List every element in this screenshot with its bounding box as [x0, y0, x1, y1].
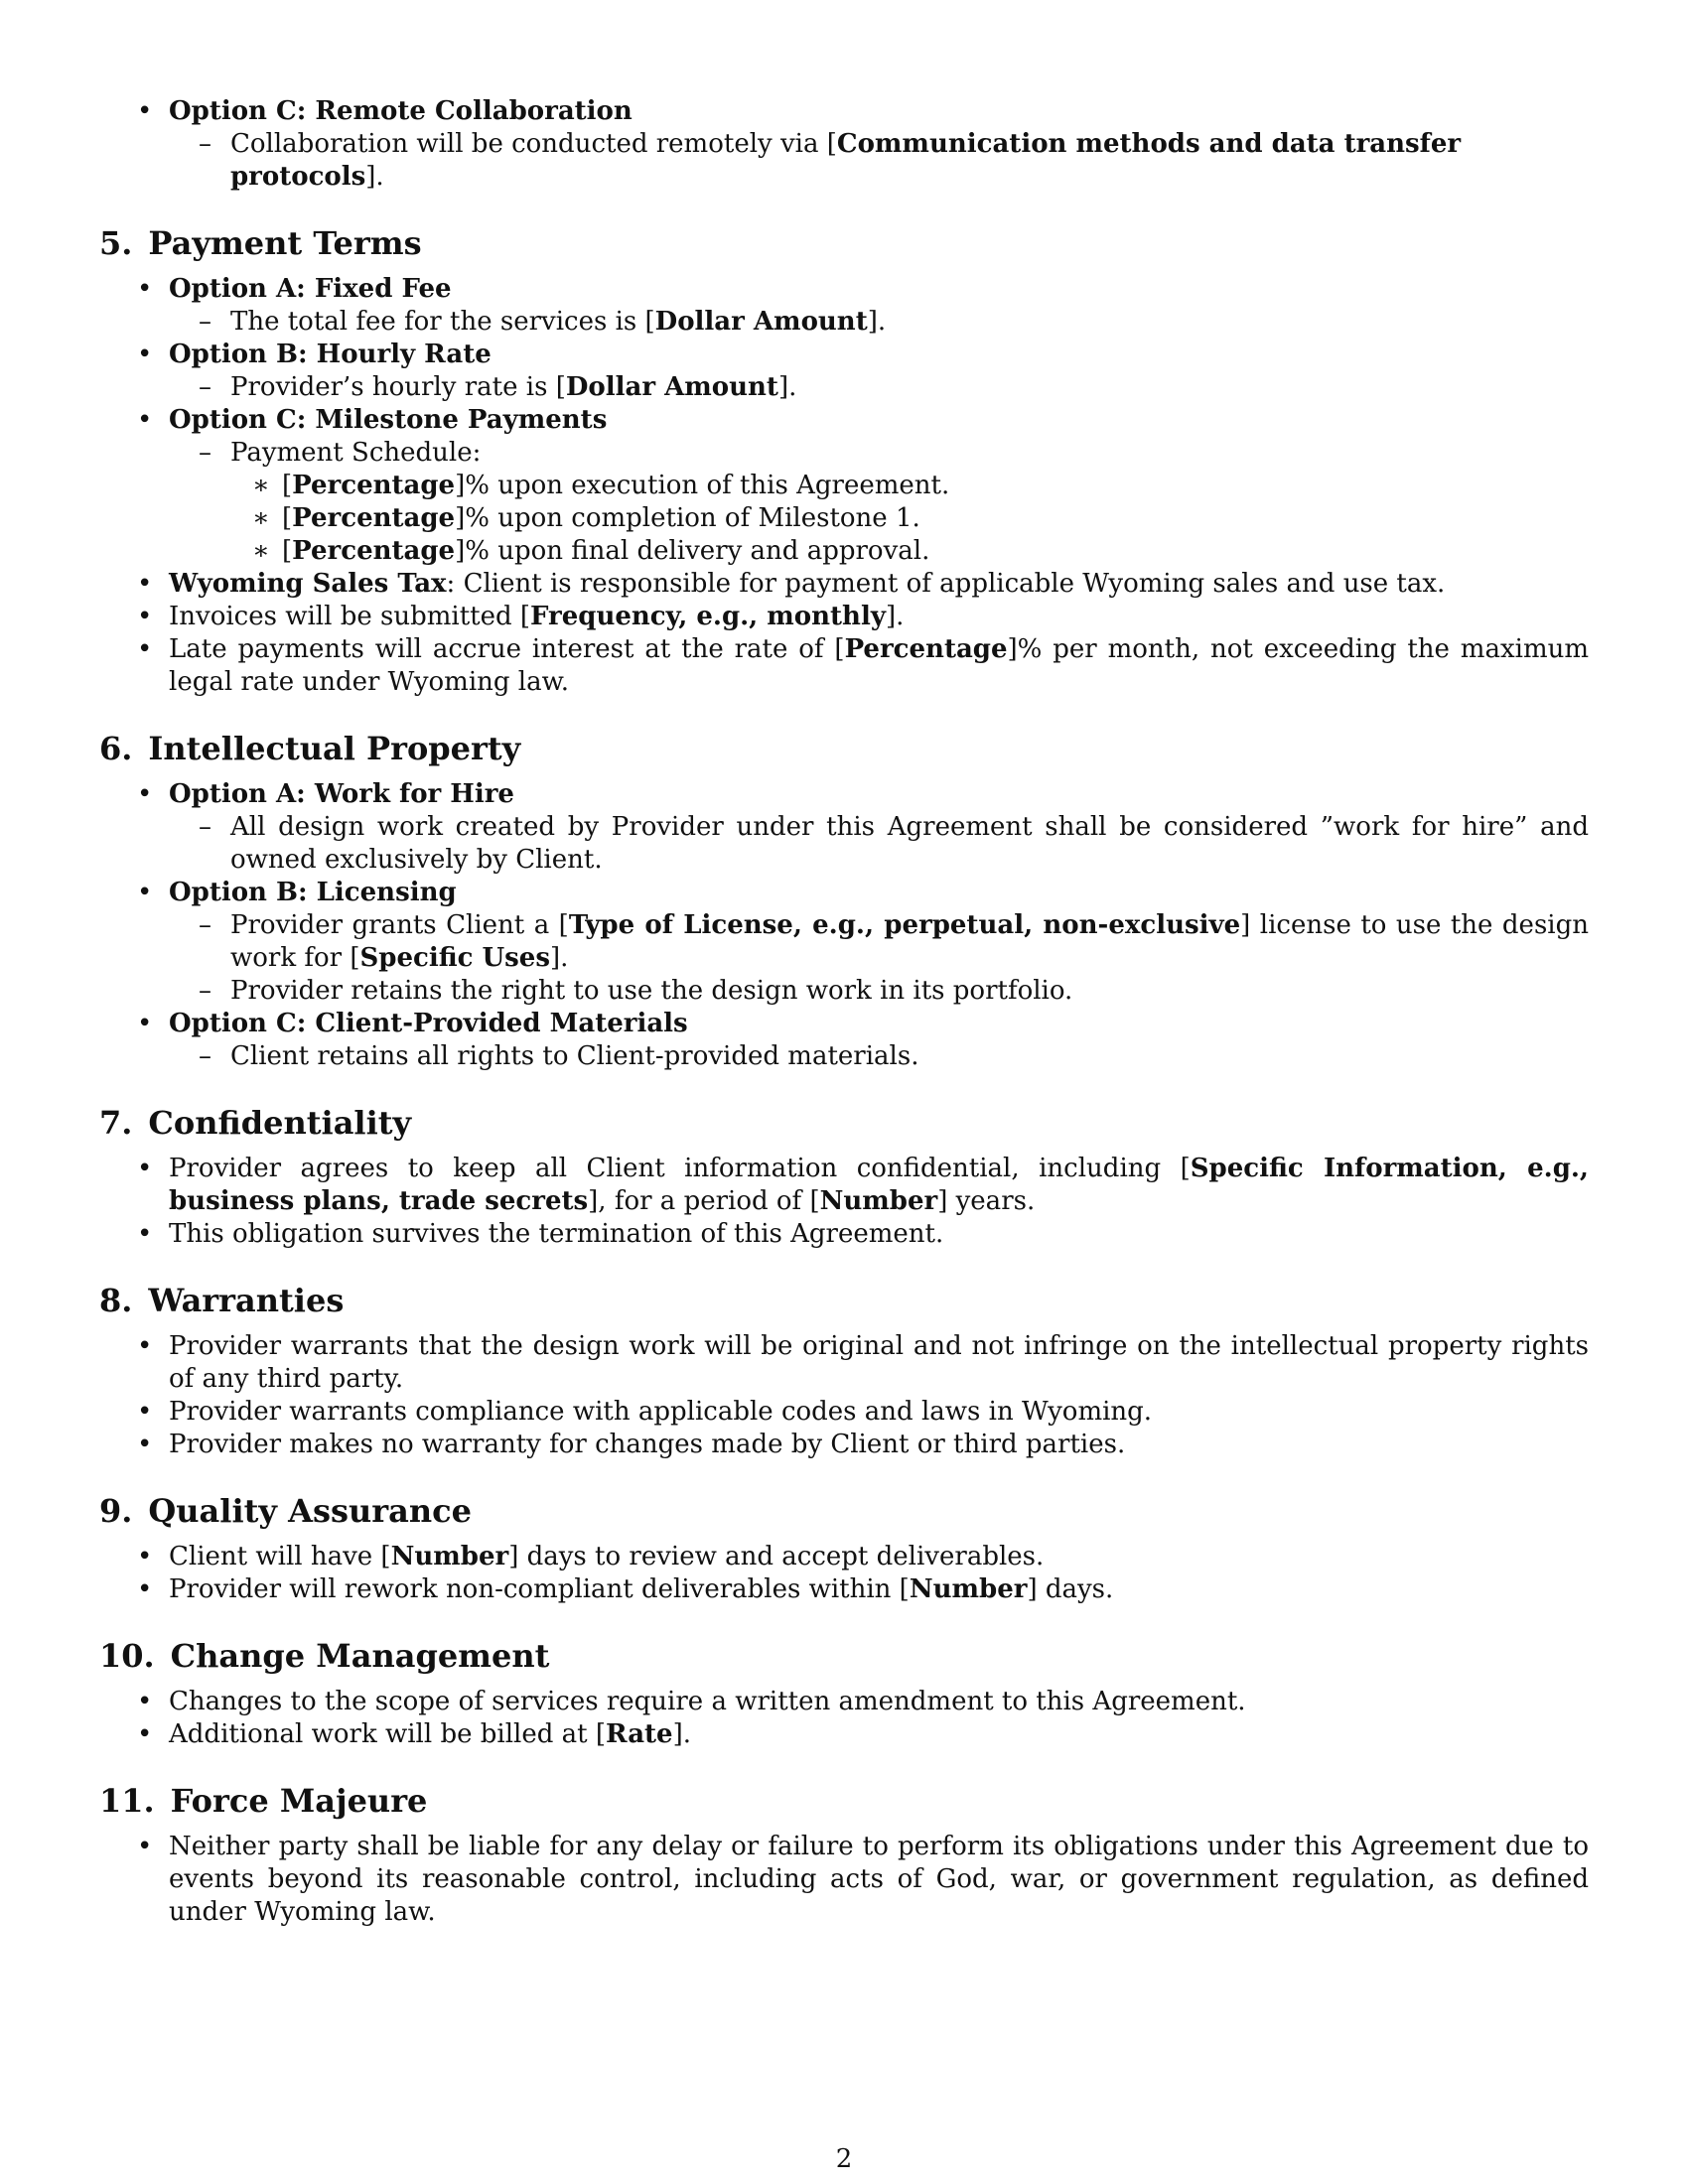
list-item: • Option B: Hourly Rate – Provider’s hourly rate is [Dollar Amount].	[99, 339, 1589, 404]
list-item: – Collaboration will be conducted remotely via [Communication methods and data transfer protocols].	[169, 128, 1589, 194]
list-item: • Provider warrants that the design work will be original and not infringe on the intellectual property rights of any third party.	[99, 1330, 1589, 1396]
section-9-list	[99, 1541, 1589, 1606]
list-item: • Provider will rework non-compliant deliverables within [Number] days.	[99, 1573, 1589, 1606]
list-item: • Option A: Work for Hire – All design work created by Provider under this Agreement shall be considered ”work for hire” and owned exclusively by Client.	[99, 778, 1589, 877]
list-item: • Late payments will accrue interest at the rate of [Percentage]% per month, not exceeding the maximum legal rate under Wyoming law.	[99, 633, 1589, 699]
list-item: • Changes to the scope of services require a written amendment to this Agreement.	[99, 1686, 1589, 1718]
list-item: ∗ [Percentage]% upon execution of this Agreement.	[230, 470, 1589, 502]
section-heading-force-majeure: 11. Force Majeure	[99, 1782, 428, 1820]
section-heading-quality-assurance: 9. Quality Assurance	[99, 1492, 472, 1530]
list-item: • Neither party shall be liable for any delay or failure to perform its obligations under this Agreement due to events beyond its reasonable control, including acts of God, war, or government regulation, as defined under Wyoming law.	[99, 1831, 1589, 1929]
section-7-list	[99, 1153, 1589, 1251]
section-11-list	[99, 1831, 1589, 1929]
list-item: • Option C: Milestone Payments – Payment Schedule: ∗ [Percentage]% upon execution of this Agreement. ∗ [Percentage]% upon completion of Milestone 1. ∗ [Percentage]% upon final delivery and approval.	[99, 404, 1589, 568]
section-heading-change-management: 10. Change Management	[99, 1637, 550, 1675]
list-item: • Client will have [Number] days to review and accept deliverables.	[99, 1541, 1589, 1573]
section-heading-intellectual-property: 6. Intellectual Property	[99, 730, 521, 767]
section-4-continued	[99, 95, 1589, 194]
section-8-list	[99, 1330, 1589, 1461]
list-item: • Invoices will be submitted [Frequency, e.g., monthly].	[99, 601, 1589, 633]
section-6-list	[99, 778, 1589, 1073]
list-item: • Option B: Licensing – Provider grants Client a [Type of License, e.g., perpetual, non-exclusive] license to use the design work for [Specific Uses]. – Provider retains the right to use the design work in its portfolio.	[99, 877, 1589, 1008]
list-item: – Payment Schedule: ∗ [Percentage]% upon execution of this Agreement. ∗ [Percentage]% upon completion of Milestone 1. ∗ [Percentage]% upon final delivery and approval.	[169, 437, 1589, 568]
list-item: – All design work created by Provider under this Agreement shall be considered ”work for hire” and owned exclusively by Client.	[169, 811, 1589, 877]
section-heading-confidentiality: 7. Confidentiality	[99, 1104, 412, 1142]
list-item: – Provider retains the right to use the design work in its portfolio.	[169, 975, 1589, 1008]
list-item: • Provider makes no warranty for changes made by Client or third parties.	[99, 1429, 1589, 1461]
list-item: – Provider grants Client a [Type of License, e.g., perpetual, non-exclusive] license to use the design work for [Specific Uses].	[169, 909, 1589, 975]
page-number: 2	[835, 2144, 853, 2174]
list-item: • Option C: Client-Provided Materials – Client retains all rights to Client-provided materials.	[99, 1008, 1589, 1073]
section-5-list	[99, 273, 1589, 699]
list-item: • This obligation survives the termination of this Agreement.	[99, 1218, 1589, 1251]
list-item: ∗ [Percentage]% upon final delivery and approval.	[230, 535, 1589, 568]
list-item: – The total fee for the services is [Dollar Amount].	[169, 306, 1589, 339]
list-item: ∗ [Percentage]% upon completion of Milestone 1.	[230, 502, 1589, 535]
list-item: • Provider warrants compliance with applicable codes and laws in Wyoming.	[99, 1396, 1589, 1429]
section-heading-payment-terms: 5. Payment Terms	[99, 224, 422, 262]
list-item: • Provider agrees to keep all Client information confidential, including [Specific Information, e.g., business plans, trade secrets], for a period of [Number] years.	[99, 1153, 1589, 1218]
list-item: – Provider’s hourly rate is [Dollar Amount].	[169, 371, 1589, 404]
list-item: – Client retains all rights to Client-provided materials.	[169, 1040, 1589, 1073]
document-page	[99, 95, 1589, 1929]
list-item: • Option C: Remote Collaboration – Collaboration will be conducted remotely via [Communication methods and data transfer protocols].	[99, 95, 1589, 194]
section-10-list	[99, 1686, 1589, 1751]
list-item: • Additional work will be billed at [Rate].	[99, 1718, 1589, 1751]
section-heading-warranties: 8. Warranties	[99, 1282, 345, 1319]
list-item: • Option A: Fixed Fee – The total fee for the services is [Dollar Amount].	[99, 273, 1589, 339]
list-item: • Wyoming Sales Tax: Client is responsible for payment of applicable Wyoming sales and use tax.	[99, 568, 1589, 601]
